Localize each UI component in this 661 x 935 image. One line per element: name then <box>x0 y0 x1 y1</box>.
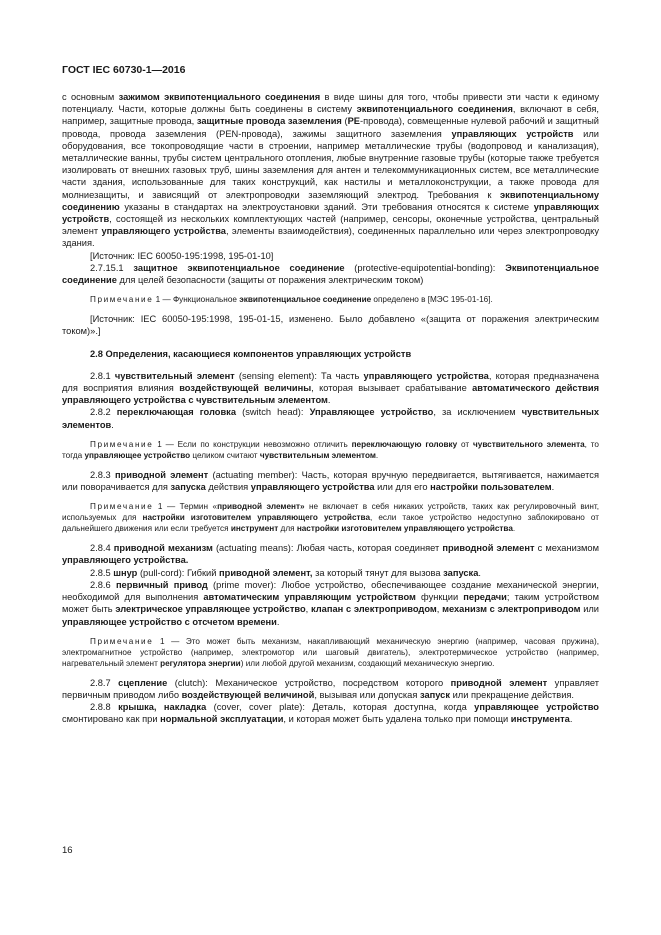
bold-term: крышка, накладка <box>118 702 207 713</box>
bold-term: инструмента <box>510 714 570 725</box>
bold-term: управляющих устройств <box>62 201 599 225</box>
text-run: . <box>375 450 379 460</box>
text-run: -провода), совмещенные нулевой рабочий и защитный провода, провода заземления (PEN-провода), зажимы защитного заземления <box>62 116 599 139</box>
text-run: 2.8.7 <box>90 677 119 688</box>
body-paragraph <box>62 701 599 725</box>
note-label: Примечание <box>90 636 154 646</box>
body-paragraph <box>62 91 599 250</box>
bold-term: автоматическим управляющим устройством <box>203 592 416 603</box>
text-run: смонтировано как при <box>62 714 161 725</box>
bold-term: запуск <box>419 689 450 700</box>
bold-term: механизм с электроприводом <box>442 604 581 615</box>
bold-term: электрическое управляющее устройство <box>115 604 306 615</box>
text-run: для целей безопасности (защиты от поражения электрическим током) <box>116 275 424 286</box>
bold-term: эквипотенциальному соединению <box>62 189 599 212</box>
text-run: 1 — Функциональное <box>153 295 240 305</box>
text-run: действия <box>205 482 251 493</box>
text-run: ( <box>341 116 348 127</box>
bold-term: приводной элемент <box>442 543 535 554</box>
text-run: [Источник: IEC 60050-195:1998, 195-01-10] <box>90 250 274 261</box>
text-run: 2.8.5 <box>90 567 114 578</box>
text-run: 2.8.4 <box>90 543 114 554</box>
bold-term: приводной элемент, <box>219 567 313 578</box>
text-run: (prime mover): Любое устройство, обеспечивающее создание механической энергии, необходимой для выполнения <box>62 579 599 603</box>
note-label: Примечание <box>90 439 154 449</box>
body-paragraph <box>62 542 599 566</box>
page-number: 16 <box>62 845 73 856</box>
bold-term: управляющих устройств <box>451 128 574 139</box>
bold-term: нормальной эксплуатации <box>160 714 284 725</box>
text-run: , и которая может быть удалена только при помощи <box>283 714 511 725</box>
bold-term: чувствительного элемента <box>473 439 585 449</box>
text-run: определено в [МЭС 195-01-16]. <box>371 295 493 305</box>
text-run: (cover, cover plate): Деталь, которая доступна, когда <box>206 702 475 713</box>
bold-term: чувствительный элемент <box>114 370 235 381</box>
text-run: целиком считают <box>190 450 260 460</box>
text-run: (pull-cord): Гибкий <box>137 567 220 578</box>
text-run: или <box>580 604 599 615</box>
bold-term: запуска <box>443 567 479 578</box>
note-label: Примечание <box>90 502 154 512</box>
bold-term: РЕ <box>347 116 361 127</box>
body-paragraph <box>62 567 599 579</box>
bold-term: управляющего устройства <box>101 226 226 237</box>
text-run: 2.8.1 <box>90 370 115 381</box>
text-run: (switch head): <box>236 407 310 418</box>
bold-term: управляющее устройство <box>84 450 191 460</box>
bold-term: управляющего устройства <box>250 482 375 493</box>
text-run: указаны в стандартах на электроустановки зданий. Эти требования относятся к системе <box>119 201 534 212</box>
text-run: , если такое устройство недоступно заблокировано от дальнейшего движения или если требуется <box>62 513 599 534</box>
bold-term: защитное эквипотенциальное соединение <box>133 262 345 273</box>
text-run: . <box>478 567 481 578</box>
note-paragraph <box>62 439 599 461</box>
text-run: , включают в себя, например, защитные провода, <box>62 104 599 127</box>
note-label: Примечание <box>90 295 154 305</box>
text-run: за который тянут для вызова <box>312 567 444 578</box>
text-run: . <box>551 482 555 493</box>
text-run: , элементы взаимодействия), соединенных параллельно или через электропроводку здания. <box>62 226 599 249</box>
bold-term: сцепление <box>118 677 168 688</box>
note-paragraph <box>62 294 599 305</box>
text-run: 2.7.15.1 <box>90 262 134 273</box>
text-run: . <box>327 395 331 406</box>
document-body <box>62 91 599 726</box>
text-run: , за исключением <box>433 407 522 418</box>
bold-term: приводной элемент» <box>217 502 305 512</box>
bold-term: защитные провода заземления <box>196 116 342 127</box>
text-run: управляет первичным приводом либо <box>62 677 599 700</box>
document-header: ГОСТ IEC 60730-1—2016 <box>62 64 186 76</box>
body-paragraph <box>62 406 599 430</box>
text-run: ; таким устройством может быть <box>62 592 599 615</box>
text-run: 2.8.6 <box>90 579 116 590</box>
bold-term: эквипотенциальное соединение <box>239 295 372 305</box>
body-paragraph <box>62 677 599 701</box>
bold-term: переключающую головку <box>351 439 458 449</box>
bold-term: чувствительным элементом <box>259 450 376 460</box>
bold-term: Эквипотенциальное соединение <box>62 262 599 286</box>
bold-term: приводной элемент <box>114 469 209 480</box>
text-run: с основным <box>62 92 119 102</box>
body-paragraph <box>62 579 599 628</box>
bold-term: шнур <box>113 567 138 578</box>
bold-term: клапан с электроприводом <box>310 604 437 615</box>
text-run: [Источник: IEC 60050-195:1998, 195-01-15, изменено. Было добавлено «(защита от поражения электрическим током)».] <box>62 314 599 337</box>
text-run: 1 — Термин « <box>153 502 218 512</box>
text-run: не включает в себя никаких устройств, таких как регулировочный винт, используемых для <box>62 502 599 523</box>
bold-term: приводной механизм <box>113 543 213 554</box>
text-run: (sensing element): Та часть <box>234 370 364 381</box>
text-run: для <box>278 524 297 534</box>
text-run: с механизмом <box>534 543 599 554</box>
body-paragraph <box>62 469 599 493</box>
body-paragraph <box>62 370 599 407</box>
bold-term: 2.8 Определения, касающиеся компонентов управляющих устройств <box>90 348 412 359</box>
bold-term: автоматического действия управляющего устройства с чувствительным элементом <box>62 383 599 406</box>
text-run: (actuating means): Любая часть, которая соединяет <box>212 543 443 554</box>
bold-term: воздействующей величиной <box>181 689 315 700</box>
bold-term: эквипотенциального соединения <box>356 104 513 115</box>
text-run: 1 — Если по конструкции невозможно отличить <box>153 439 352 449</box>
text-run: (clutch): Механическое устройство, посредством которого <box>167 677 451 688</box>
text-run: (protective-equipotential-bonding): <box>344 262 506 273</box>
bold-term: настройки изготовителем управляющего устройства <box>296 524 513 534</box>
text-run: , вызывая или допуская <box>314 689 420 700</box>
section-heading <box>62 348 599 360</box>
text-run: . <box>569 714 573 725</box>
text-run: , <box>436 604 443 615</box>
bold-term: настройки пользователем <box>430 482 552 493</box>
bold-term: управляющее устройство с отсчетом времени <box>62 616 277 627</box>
bold-term: управляющего устройства <box>363 370 489 381</box>
body-paragraph <box>62 262 599 286</box>
note-paragraph <box>62 501 599 534</box>
bold-term: управляющего устройства. <box>62 555 189 566</box>
text-run: 2.8.8 <box>90 702 119 713</box>
text-run: или прекращение действия. <box>450 689 575 700</box>
bold-term: зажимом эквипотенциального соединения <box>118 92 321 102</box>
bold-term: инструмент <box>230 524 279 534</box>
text-run: от <box>457 439 474 449</box>
body-paragraph <box>62 250 599 262</box>
bold-term: первичный привод <box>115 579 208 590</box>
text-run: ) или любой другой механизм, создающий механическую энергию. <box>240 658 495 668</box>
text-run: . <box>276 616 280 627</box>
text-run: функции <box>415 592 464 603</box>
text-run: , состоящей из нескольких комплектующих частей (например, сенсоры, оконечные устройства, центральный элемент <box>62 214 599 237</box>
bold-term: регулятора энергии <box>160 658 241 668</box>
text-run: , <box>305 604 311 615</box>
text-run: (actuating member): Часть, которая вручную передвигается, вытягивается, нажимается или поворачивается для <box>62 469 599 493</box>
bold-term: переключающая головка <box>116 407 237 418</box>
bold-term: передачи <box>463 592 507 603</box>
bold-term: запуска <box>170 482 206 493</box>
text-run: или для его <box>374 482 431 493</box>
text-run: или оборудования, все токопроводящие части в строении, например металлические трубы (водопровод и канализация), металлические ванны, трубы систем центрального отопления, любые внутренние газовые трубы (которые также требуется изолировать от внешних газовых труб, шины заземления для антен и телекоммуникационных систем, все металлические части здания, использованные для таких конструкций, как настилы и металлоконструкции, а также провода для молниезащиты, и зависящий от электропроводки заземляющий электрод. Требования к <box>62 128 599 200</box>
bold-term: Управляющее устройство <box>309 407 434 418</box>
text-run: , которая предназначена для восприятия влияния <box>62 370 600 394</box>
text-run: 2.8.2 <box>90 407 117 418</box>
text-run: . <box>512 524 516 534</box>
note-paragraph <box>62 636 599 669</box>
bold-term: чувствительных элементов <box>62 407 599 430</box>
bold-term: приводной элемент <box>450 677 548 688</box>
text-run: в виде шины для того, чтобы привести эти части к единому потенциалу. Части, которые должны быть соединены в систему <box>62 92 599 115</box>
bold-term: воздействующей величины <box>179 383 312 394</box>
text-run: , то тогда <box>62 439 599 460</box>
bold-term: управляющее устройство <box>474 702 599 713</box>
body-paragraph <box>62 313 599 337</box>
text-run: 1 — Это может быть механизм, накапливающий механическую энергию (например, часовая пружина), электромагнитное устройство (например, электромотор или шаговый двигатель), электротермическое устройство (например, нагревательный элемент <box>62 636 599 668</box>
text-run: , которая вызывает срабатывание <box>311 383 473 394</box>
text-run: . <box>111 419 114 430</box>
text-run: 2.8.3 <box>90 469 115 480</box>
bold-term: настройки изготовителем управляющего устройства <box>142 513 370 523</box>
